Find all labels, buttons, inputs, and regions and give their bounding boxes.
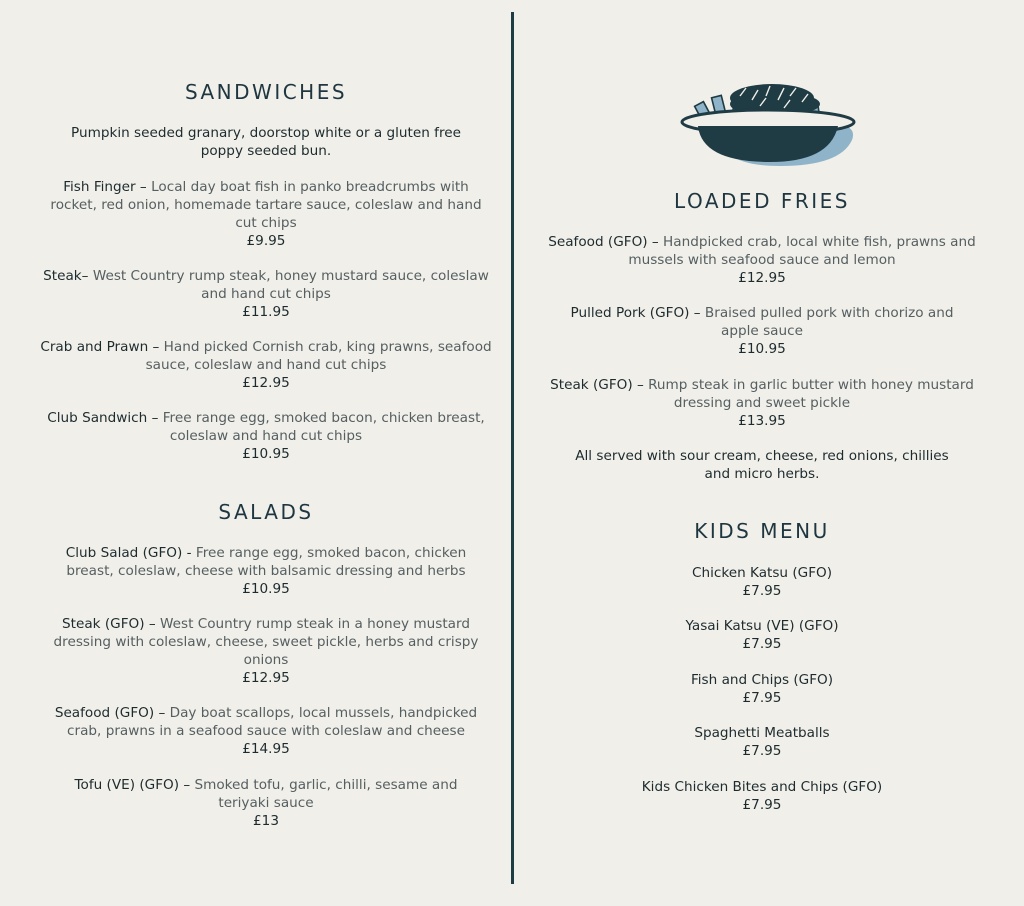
item-price: £12.95 <box>738 270 786 286</box>
item-name: Chicken Katsu (GFO) <box>691 565 833 581</box>
kids-item <box>532 564 992 600</box>
item-name: Steak (GFO) – <box>550 377 644 393</box>
item-price: £14.95 <box>242 741 290 757</box>
item-name: Fish and Chips (GFO) <box>690 672 834 688</box>
kids-item <box>532 724 992 760</box>
item-name: Kids Chicken Bites and Chips (GFO) <box>641 779 883 795</box>
salads-title: SALADS <box>218 500 314 524</box>
menu-item <box>40 776 492 830</box>
item-price: £10.95 <box>242 446 290 462</box>
item-description: Smoked tofu, garlic, chilli, sesame and teriyaki sauce <box>194 777 458 811</box>
item-description: Local day boat fish in panko breadcrumbs with rocket, red onion, homemade tartare sauce, coleslaw and hand cut chips <box>50 179 482 231</box>
menu-item <box>40 267 492 321</box>
kids-item <box>532 671 992 707</box>
item-price: £12.95 <box>242 670 290 686</box>
menu-item <box>40 544 492 598</box>
item-price: £7.95 <box>742 797 782 813</box>
item-name: Steak– <box>43 268 89 284</box>
item-description: West Country rump steak in a honey mustard dressing with coleslaw, cheese, sweet pickle, herbs and crispy onions <box>53 616 479 668</box>
item-description: Handpicked crab, local white fish, prawns and mussels with seafood sauce and lemon <box>628 234 976 268</box>
menu-item <box>40 338 492 392</box>
fries-bowl-icon <box>680 74 856 170</box>
item-price: £11.95 <box>242 304 290 320</box>
item-name: Tofu (VE) (GFO) – <box>74 777 191 793</box>
item-description: Braised pulled pork with chorizo and apple sauce <box>704 305 954 339</box>
item-name: Fish Finger – <box>63 179 147 195</box>
menu-item <box>532 304 992 358</box>
item-name: Seafood (GFO) – <box>548 234 659 250</box>
item-price: £13 <box>253 813 279 829</box>
item-name: Club Salad (GFO) - <box>65 545 192 561</box>
item-price: £7.95 <box>742 690 782 706</box>
item-price: £7.95 <box>742 636 782 652</box>
item-price: £7.95 <box>742 743 782 759</box>
item-name: Crab and Prawn – <box>40 339 160 355</box>
item-description: Day boat scallops, local mussels, handpicked crab, prawns in a seafood sauce with coleslaw and cheese <box>67 705 478 739</box>
item-name: Club Sandwich – <box>47 410 159 426</box>
item-price: £9.95 <box>246 233 286 249</box>
item-price: £13.95 <box>738 413 786 429</box>
item-price: £10.95 <box>738 341 786 357</box>
kids-item <box>532 778 992 814</box>
column-divider <box>511 12 514 884</box>
menu-item <box>40 178 492 250</box>
menu-item <box>532 233 992 287</box>
item-price: £10.95 <box>242 581 290 597</box>
item-name: Steak (GFO) – <box>62 616 156 632</box>
menu-item <box>532 376 992 430</box>
item-name: Spaghetti Meatballs <box>694 725 830 741</box>
item-price: £7.95 <box>742 583 782 599</box>
item-price: £12.95 <box>242 375 290 391</box>
item-description: Hand picked Cornish crab, king prawns, seafood sauce, coleslaw and hand cut chips <box>145 339 492 373</box>
item-name: Seafood (GFO) – <box>54 705 166 721</box>
item-description: Free range egg, smoked bacon, chicken breast, coleslaw and hand cut chips <box>162 410 485 444</box>
item-description: Free range egg, smoked bacon, chicken breast, coleslaw, cheese with balsamic dressing and herbs <box>66 545 467 579</box>
menu-item <box>40 704 492 758</box>
item-description: Rump steak in garlic butter with honey mustard dressing and sweet pickle <box>648 377 974 411</box>
loaded-fries-note: All served with sour cream, cheese, red onions, chillies and micro herbs. <box>575 448 949 482</box>
item-description: West Country rump steak, honey mustard sauce, coleslaw and hand cut chips <box>92 268 489 302</box>
loaded-fries-title: LOADED FRIES <box>674 189 850 213</box>
kids-item <box>532 617 992 653</box>
menu-item <box>40 409 492 463</box>
menu-item <box>40 615 492 687</box>
sandwiches-title: SANDWICHES <box>184 80 348 104</box>
sandwiches-intro: Pumpkin seeded granary, doorstop white or a gluten free poppy seeded bun. <box>71 125 461 159</box>
item-name: Yasai Katsu (VE) (GFO) <box>685 618 839 634</box>
kids-menu-title: KIDS MENU <box>694 519 830 543</box>
item-name: Pulled Pork (GFO) – <box>570 305 701 321</box>
